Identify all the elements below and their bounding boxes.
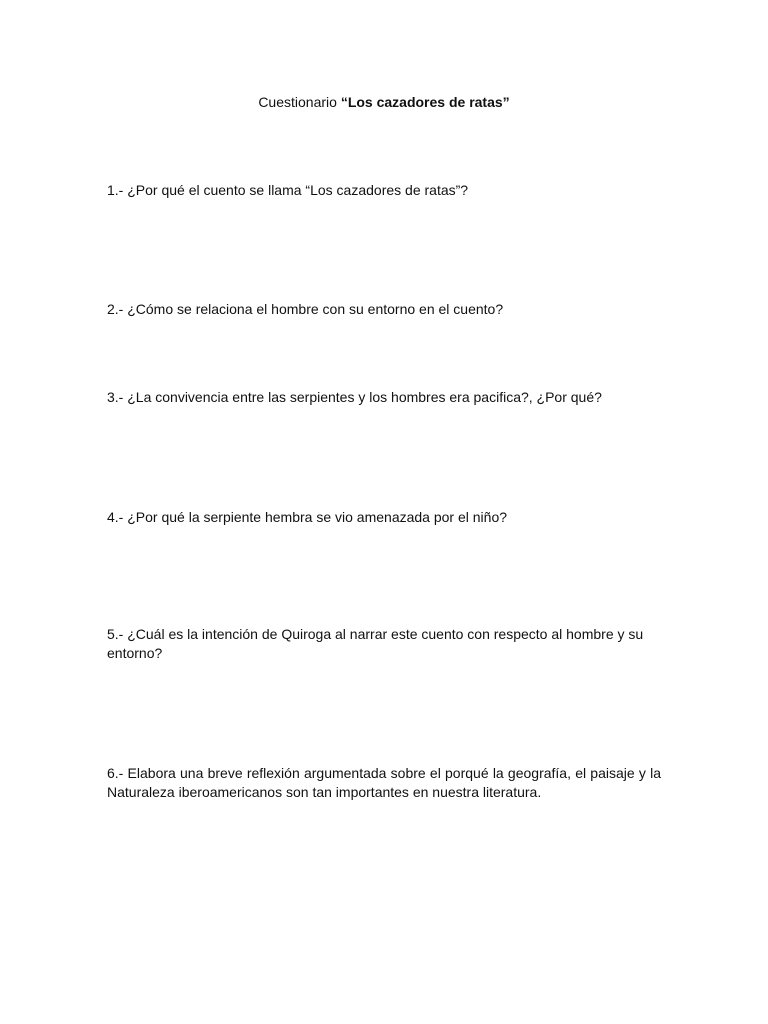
title-prefix: Cuestionario	[258, 94, 341, 110]
question-6: 6.- Elabora una breve reflexión argumentada sobre el porqué la geografía, el paisaje y la Naturaleza iberoamericanos son tan importantes en nuestra literatura.	[107, 765, 661, 800]
question-1: 1.- ¿Por qué el cuento se llama “Los cazadores de ratas”?	[107, 182, 469, 198]
question-5: 5.- ¿Cuál es la intención de Quiroga al narrar este cuento con respecto al hombre y su entorno?	[107, 626, 644, 661]
question-4: 4.- ¿Por qué la serpiente hembra se vio amenazada por el niño?	[107, 509, 508, 525]
title-story-name: “Los cazadores de ratas”	[340, 94, 510, 110]
question-2: 2.- ¿Cómo se relaciona el hombre con su entorno en el cuento?	[107, 301, 504, 317]
question-3: 3.- ¿La convivencia entre las serpientes y los hombres era pacifica?, ¿Por qué?	[107, 389, 602, 405]
document-title	[0, 93, 768, 111]
